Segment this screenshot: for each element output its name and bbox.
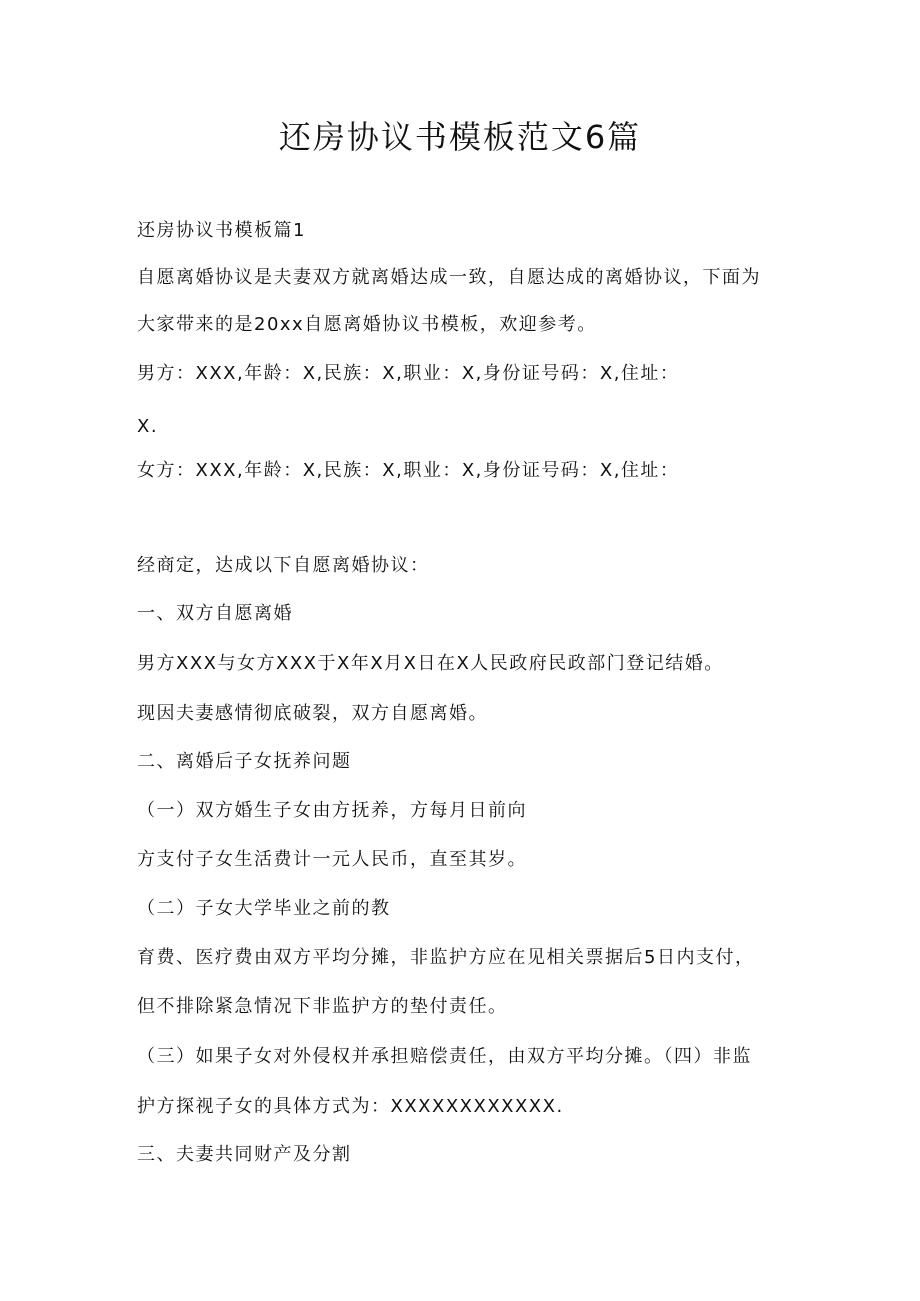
paragraph-line: （二）子女大学毕业之前的教 [137, 898, 391, 919]
section-heading: 一、双方自愿离婚 [137, 603, 293, 624]
document-title: 还房协议书模板范文6篇 [278, 118, 642, 156]
paragraph-line: 男方XXX与女方XXX于X年X月X日在X人民政府民政部门登记结婚。 [137, 653, 724, 674]
section-heading-1: 还房协议书模板篇1 [137, 220, 306, 241]
section-heading: 二、离婚后子女抚养问题 [137, 751, 352, 772]
paragraph-line: 方支付子女生活费计一元人民币，直至其岁。 [137, 849, 527, 870]
paragraph-line: （三）如果子女对外侵权并承担赔偿责任，由双方平均分摊。（四）非监 [137, 1046, 752, 1067]
paragraph-line: 护方探视子女的具体方式为：XXXXXXXXXXXX. [137, 1096, 564, 1117]
paragraph-line: 但不排除紧急情况下非监护方的垫付责任。 [137, 996, 508, 1017]
paragraph-line: X. [137, 416, 159, 437]
section-heading: 三、夫妻共同财产及分割 [137, 1144, 352, 1165]
paragraph-line: （一）双方婚生子女由方抚养，方每月日前向 [137, 800, 527, 821]
paragraph-line: 现因夫妻感情彻底破裂，双方自愿离婚。 [137, 703, 488, 724]
paragraph-line: 自愿离婚协议是夫妻双方就离婚达成一致，自愿达成的离婚协议，下面为 [137, 267, 761, 288]
paragraph-line: 大家带来的是20xx自愿离婚协议书模板，欢迎参考。 [137, 314, 597, 335]
paragraph-line: 经商定，达成以下自愿离婚协议： [137, 555, 430, 576]
paragraph-line: 育费、医疗费由双方平均分摊，非监护方应在见相关票据后5日内支付， [137, 947, 755, 968]
paragraph-line: 女方：XXX,年龄：X,民族：X,职业：X,身份证号码：X,住址： [137, 460, 680, 481]
paragraph-line: 男方：XXX,年龄：X,民族：X,职业：X,身份证号码：X,住址： [137, 363, 680, 384]
